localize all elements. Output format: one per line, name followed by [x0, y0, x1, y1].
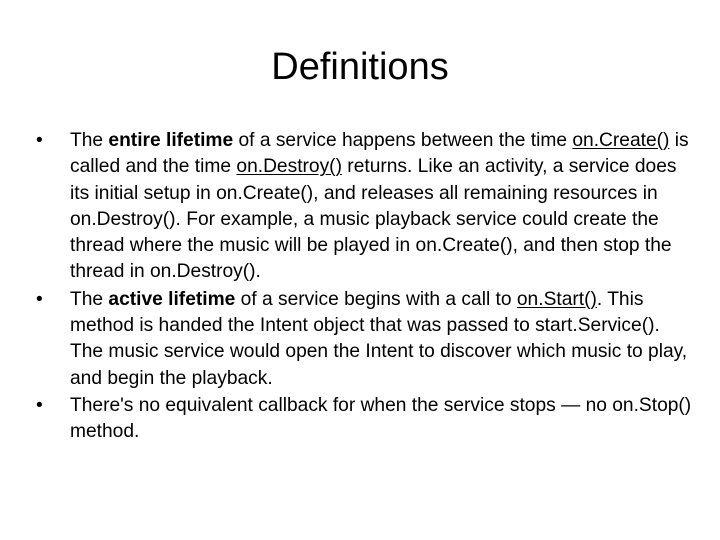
link-ondestroy[interactable]: on.Destroy()	[236, 156, 342, 178]
link-oncreate[interactable]: on.Create()	[572, 130, 670, 151]
bullet-text-1-4: . This method is handed the Intent object that was passed to start.Service(). The music service would open the Intent to discover which music to play, and begin the playback.	[70, 288, 688, 389]
bullet-item-active-lifetime	[36, 287, 696, 392]
term-active-lifetime: active lifetime	[108, 288, 236, 310]
slide-title: Definitions	[271, 46, 449, 88]
bullet-icon: •	[36, 394, 43, 416]
bullet-text-0-2: of a service happens between the time	[233, 130, 573, 151]
bullet-text-2-0: There's no equivalent callback for when the service stops — no on.Stop() method.	[70, 394, 692, 443]
bullet-text-0-4: is called and the time	[70, 130, 689, 178]
bullet-icon: •	[36, 130, 43, 151]
bullet-text-0-6: returns. Like an activity, a service does its initial setup in on.Create(), and releases all remaining resources in on.Destroy(). For example, a music playback service could create the thread where the music will be played in on.Create(), and then stop the thread in on.Destroy().	[70, 156, 677, 283]
link-onstart[interactable]: on.Start()	[516, 288, 597, 310]
bullet-item-no-stop-callback	[36, 393, 696, 446]
term-entire-lifetime: entire lifetime	[108, 130, 234, 151]
bullet-icon: •	[36, 288, 43, 310]
bullet-list	[36, 128, 696, 447]
bullet-text-1-2: of a service begins with a call to	[235, 288, 517, 310]
bullet-text-0-0: The	[70, 130, 109, 151]
bullet-text-1-0: The	[70, 288, 109, 310]
bullet-item-entire-lifetime	[36, 128, 696, 286]
